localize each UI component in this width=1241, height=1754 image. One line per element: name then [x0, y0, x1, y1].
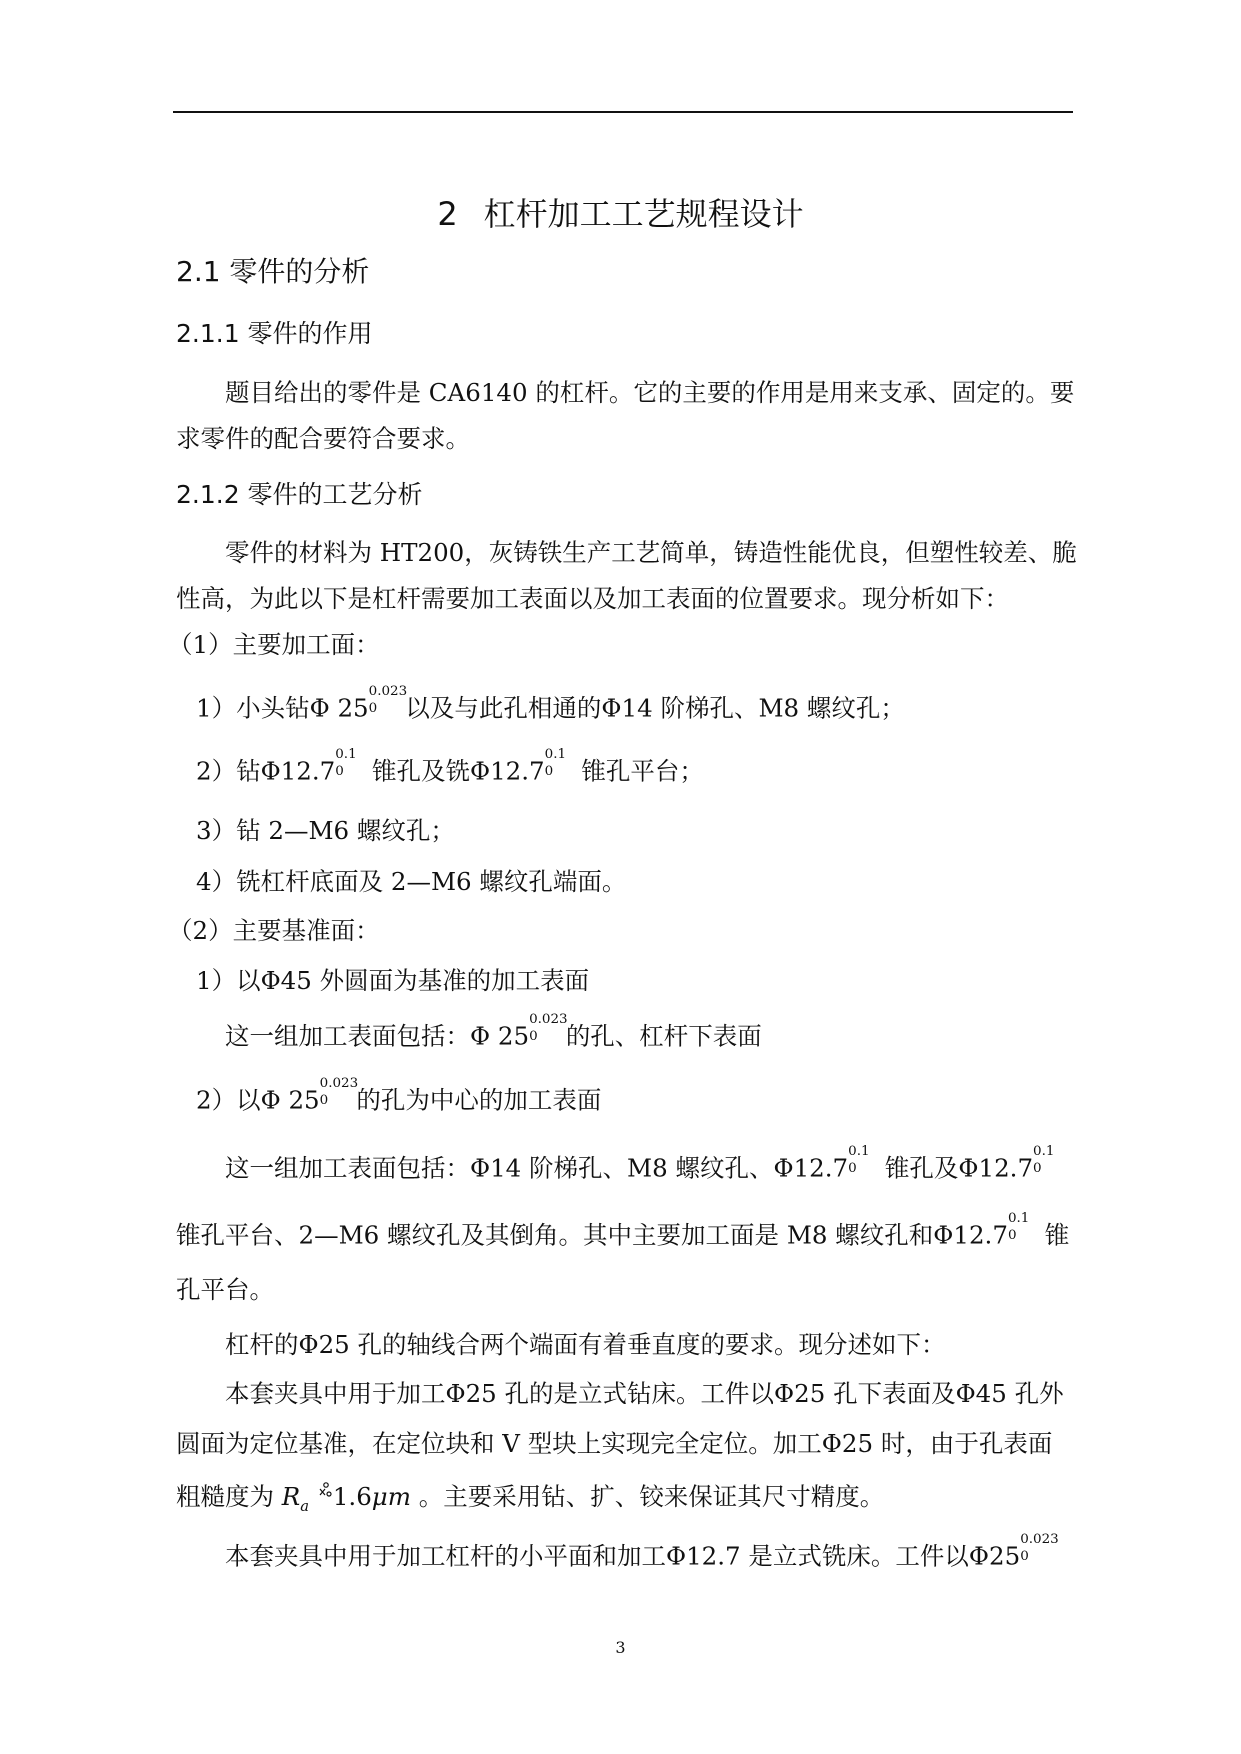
datum-item-2: 2）以Φ 25 0.023 0 的孔为中心的加工表面: [196, 1074, 602, 1115]
roughness-mark-icon: [317, 1481, 333, 1499]
section-heading-2-1-2: 2.1.2 零件的工艺分析: [176, 480, 423, 509]
datum-item-2-desc-line-1: 这一组加工表面包括：Φ14 阶梯孔、M8 螺纹孔、Φ12.7 0.1 0 锥孔及Φ12.7 0.1 0: [225, 1152, 1070, 1184]
paragraph-1-line-1: 题目给出的零件是 CA6140 的杠杆。它的主要的作用是用来支承、固定的。要: [225, 378, 1075, 407]
main-surface-item-4: 4）铣杠杆底面及 2—M6 螺纹孔端面。: [196, 867, 627, 896]
paragraph-1-line-2: 求零件的配合要符合要求。: [176, 424, 470, 453]
tolerance: 0.023 0: [368, 682, 408, 716]
tolerance: 0.023 0: [319, 1074, 359, 1108]
section-heading-2-1-1: 2.1.1 零件的作用: [176, 319, 373, 348]
tolerance: 0.1 0: [1033, 1142, 1055, 1176]
roughness-symbol: $R_a$: [281, 1482, 310, 1515]
page-number: 3: [615, 1638, 626, 1657]
tolerance: 0.023 0: [1020, 1530, 1059, 1564]
tolerance: 0.1 0: [544, 745, 567, 779]
main-surface-item-2: 2）钻Φ12.7 0.1 0 锥孔及铣Φ12.7 0.1 0 锥孔平台；: [196, 745, 704, 786]
tolerance: 0.023 0: [529, 1010, 568, 1044]
paragraph-4-line-3: 粗糙度为 $R_a$ 1.6μm 。主要采用钻、扩、铰来保证其尺寸精度。: [176, 1482, 885, 1515]
datum-item-2-desc-line-2: 锥孔平台、2—M6 螺纹孔及其倒角。其中主要加工面是 M8 螺纹孔和Φ12.7 0.1 0 锥: [176, 1209, 1070, 1250]
paragraph-4-line-1: 本套夹具中用于加工Φ25 孔的是立式钻床。工件以Φ25 孔下表面及Φ45 孔外: [225, 1379, 1064, 1408]
datum-heading: （2）主要基准面：: [168, 916, 380, 945]
paragraph-2-line-1: 零件的材料为 HT200，灰铸铁生产工艺简单，铸造性能优良，但塑性较差、脆: [225, 538, 1077, 567]
chapter-number: 2: [437, 195, 458, 233]
paragraph-5: 本套夹具中用于加工杠杆的小平面和加工Φ12.7 是立式铣床。工件以Φ25 0.023 0: [225, 1530, 1059, 1571]
chapter-title-text: 杠杆加工工艺规程设计: [483, 195, 804, 233]
tolerance: 0.1 0: [848, 1142, 870, 1176]
tolerance: 0.1 0: [335, 745, 357, 779]
paragraph-2-line-2: 性高，为此以下是杠杆需要加工表面以及加工表面的位置要求。现分析如下：: [176, 584, 1009, 613]
header-rule: [173, 111, 1073, 113]
paragraph-4-line-2: 圆面为定位基准，在定位块和 V 型块上实现完全定位。加工Φ25 时，由于孔表面: [176, 1429, 1053, 1458]
tolerance: 0.1 0: [1007, 1209, 1030, 1243]
main-surface-item-1: 1）小头钻Φ 25 0.023 0 以及与此孔相通的Φ14 阶梯孔、M8 螺纹孔；: [196, 682, 905, 723]
paragraph-3: 杠杆的Φ25 孔的轴线合两个端面有着垂直度的要求。现分述如下：: [225, 1330, 946, 1359]
section-heading-2-1: 2.1 零件的分析: [176, 255, 370, 288]
datum-item-2-desc-line-3: 孔平台。: [176, 1275, 274, 1304]
main-surface-item-3: 3）钻 2—M6 螺纹孔；: [196, 816, 455, 845]
chapter-title: [0, 194, 1241, 234]
datum-item-1: 1）以Φ45 外圆面为基准的加工表面: [196, 966, 590, 995]
datum-item-1-desc: 这一组加工表面包括：Φ 25 0.023 0 的孔、杠杆下表面: [225, 1010, 762, 1051]
main-surfaces-heading: （1）主要加工面：: [168, 630, 380, 659]
